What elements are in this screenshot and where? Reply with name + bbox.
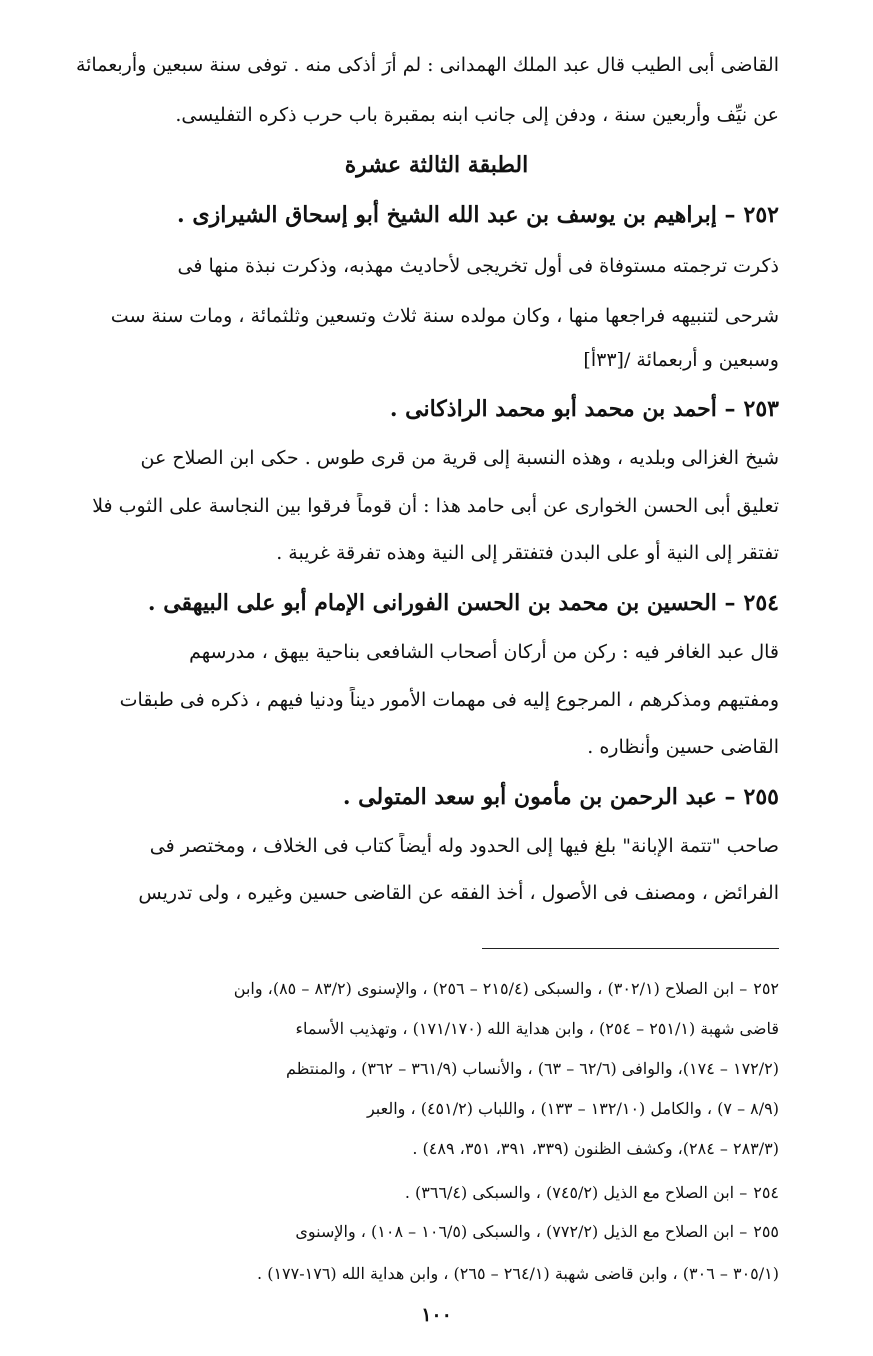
page-number: ١٠٠: [421, 1304, 452, 1326]
footnote-text: – ابن الصلاح (٣٠٢/١) ، والسبكى (٢١٥/٤ – ٢٥٦) ، والإسنوى (٨٣/٢ – ٨٥)، وابن: [233, 979, 748, 998]
entry-line: صاحب "تتمة الإبانة" بلغ فيها إلى الحدود وله أيضاً كتاب فى الخلاف ، ومختصر فى: [149, 835, 779, 857]
entry-line: قال عبد الغافر فيه : ركن من أركان أصحاب الشافعى بناحية بيهق ، مدرسهم: [189, 641, 779, 663]
footnote-text: – ابن الصلاح مع الذيل (٧٤٥/٢) ، والسبكى (٣٦٦/٤) .: [404, 1183, 748, 1202]
footnote-divider: [482, 948, 779, 949]
entry-name: – الحسين بن محمد بن الحسن الفورانى الإمام أبو على البيهقى .: [147, 590, 736, 616]
entry-number: ٢٥٣: [743, 396, 779, 422]
intro-line: عن نيِّف وأربعين سنة ، ودفن إلى جانب ابنه بمقبرة باب حرب ذكره التفليسى.: [175, 104, 779, 126]
entry-line: شيخ الغزالى وبلديه ، وهذه النسبة إلى قرية من قرى طوس . حكى ابن الصلاح عن: [140, 447, 779, 469]
footnote-number: ٢٥٥: [753, 1222, 779, 1241]
entry-heading: [38, 200, 779, 230]
entry-heading: [38, 782, 779, 812]
entry-line: شرحى لتنبيهه فراجعها منها ، وكان مولده سنة ثلاث وتسعين وثلثمائة ، ومات سنة ست: [110, 305, 779, 327]
entry-number: ٢٥٢: [743, 202, 779, 228]
footnote-number: ٢٥٤: [753, 1183, 779, 1202]
footnote-line: (٢٨٣/٣ – ٢٨٤)، وكشف الظنون (٣٣٩، ٣٩١، ٣٥١، ٤٨٩) .: [412, 1139, 779, 1158]
entry-heading: [38, 588, 779, 618]
footnote-line: (٨/٩ – ٧) ، والكامل (١٣٢/١٠ – ١٣٣) ، واللباب (٤٥١/٢) ، والعبر: [366, 1099, 779, 1118]
entry-name: – أحمد بن محمد أبو محمد الراذكانى .: [389, 396, 736, 422]
entry-name: – عبد الرحمن بن مأمون أبو سعد المتولى .: [342, 784, 736, 810]
entry-line: ذكرت ترجمته مستوفاة فى أول تخريجى لأحاديث مهذبه، وذكرت نبذة منها فى: [177, 255, 779, 277]
entry-line: الفرائض ، ومصنف فى الأصول ، أخذ الفقه عن القاضى حسين وغيره ، ولى تدريس: [138, 882, 779, 904]
entry-number: ٢٥٤: [743, 590, 779, 616]
footnote-line: (٣٠٥/١ – ٣٠٦) ، وابن قاضى شهبة (٢٦٤/١ – ٢٦٥) ، وابن هداية الله (١٧٦-١٧٧) .: [257, 1264, 779, 1283]
footnote-line: [38, 1182, 779, 1204]
entry-line: تفتقر إلى النية أو على البدن فتفتقر إلى النية وهذه تفرقة غريبة .: [276, 542, 779, 564]
entry-line: القاضى حسين وأنظاره .: [587, 736, 779, 758]
entry-line: تعليق أبى الحسن الخوارى عن أبى حامد هذا : أن قوماً فرقوا بين النجاسة على الثوب فلا: [92, 495, 779, 517]
entry-name: – إبراهيم بن يوسف بن عبد الله الشيخ أبو إسحاق الشيرازى .: [177, 202, 736, 228]
footnote-line: (١٧٢/٢ – ١٧٤)، والوافى (٦٢/٦ – ٦٣) ، والأنساب (٣٦١/٩ – ٣٦٢) ، والمنتظم: [286, 1059, 779, 1078]
entry-line: ومفتيهم ومذكرهم ، المرجوع إليه فى مهمات الأمور ديناً ودنيا فيهم ، ذكره فى طبقات: [119, 689, 779, 711]
intro-line: القاضى أبى الطيب قال عبد الملك الهمدانى : لم أرَ أذكى منه . توفى سنة سبعين وأربعمائة: [75, 54, 779, 76]
entry-line: وسبعين و أربعمائة /[٣٣أ]: [583, 349, 779, 371]
footnote-line: قاضى شهبة (٢٥١/١ – ٢٥٤) ، وابن هداية الله (١٧١/١٧٠) ، وتهذيب الأسماء: [295, 1019, 779, 1038]
footnote-line: [38, 978, 779, 1000]
footnote-line: [38, 1221, 779, 1243]
footnote-number: ٢٥٢: [753, 979, 779, 998]
entry-heading: [38, 394, 779, 424]
section-title: الطبقة الثالثة عشرة: [344, 152, 529, 178]
footnote-text: – ابن الصلاح مع الذيل (٧٧٢/٢) ، والسبكى (١٠٦/٥ – ١٠٨) ، والإسنوى: [295, 1222, 748, 1241]
entry-number: ٢٥٥: [743, 784, 779, 810]
